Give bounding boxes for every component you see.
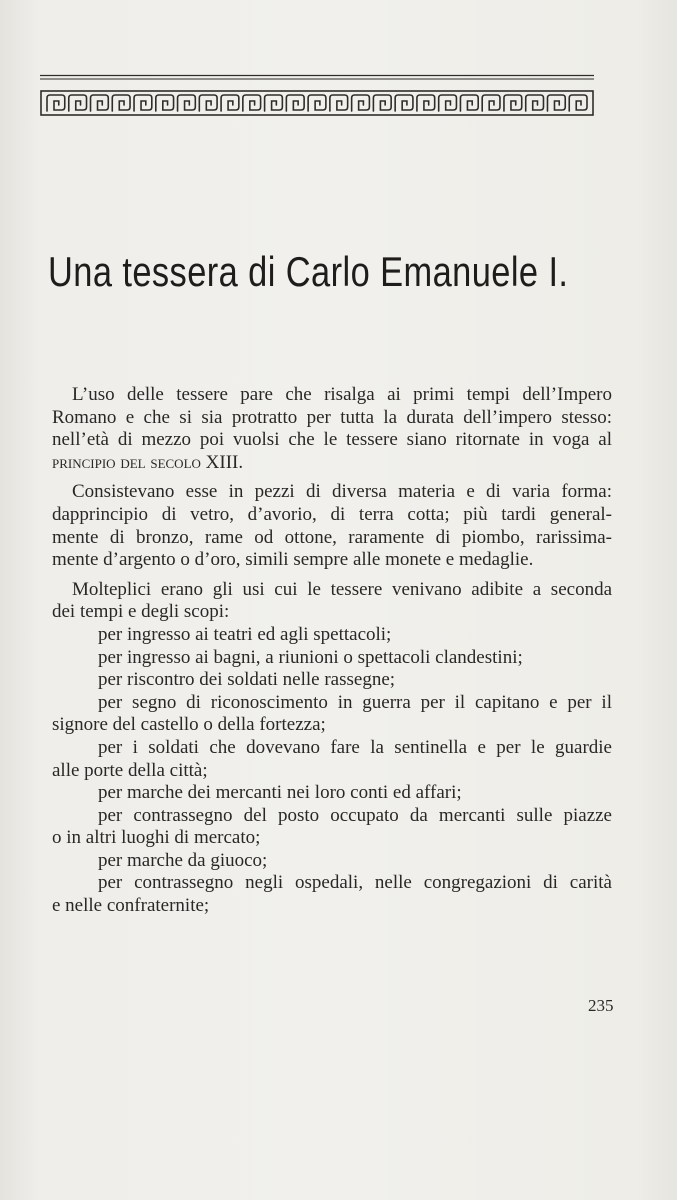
paragraph-line: Consistevano esse in pezzi di diversa materia e di varia forma: <box>72 481 612 503</box>
greek-key-motif <box>265 95 283 111</box>
greek-key-motif <box>569 95 587 111</box>
paragraph-line: dapprincipio di vetro, d’avorio, di terra cotta; più tardi general- <box>52 503 612 525</box>
greek-key-motif <box>417 95 435 111</box>
list-item: per segno di riconoscimento in guerra per il capitano e per il <box>98 691 612 713</box>
paragraph-line: Molteplici erano gli usi cui le tessere venivano adibite a seconda <box>72 578 612 600</box>
article-body <box>52 384 612 918</box>
paragraph-line: mente di bronzo, rame od ottone, raramente di piombo, rarissima- <box>52 526 612 548</box>
list-item: per contrassegno negli ospedali, nelle congregazioni di carità <box>98 872 612 894</box>
list-item-continuation: e nelle confraternite; <box>52 895 210 917</box>
greek-key-motif <box>47 95 65 111</box>
list-item: per riscontro dei soldati nelle rassegne; <box>98 669 396 691</box>
paragraph-line: principio del secolo XIII. <box>52 451 244 473</box>
greek-key-motif <box>460 95 478 111</box>
greek-key-motif <box>112 95 130 111</box>
list-item: per marche da giuoco; <box>98 849 268 871</box>
paragraph-line: mente d’argento o d’oro, simili sempre alle monete e medaglie. <box>52 549 534 571</box>
greek-key-motif <box>91 95 109 111</box>
greek-key-motif <box>286 95 304 111</box>
greek-key-motif <box>352 95 370 111</box>
paragraph-line: nell’età di mezzo poi vuolsi che le tessere siano ritornate in voga al <box>52 429 612 451</box>
article-title: Una tessera di Carlo Emanuele I. <box>48 248 569 295</box>
greek-key-motif <box>482 95 500 111</box>
paragraph-line: Romano e che si sia protratto per tutta la durata dell’impero stesso: <box>52 406 612 428</box>
page-number: 235 <box>588 996 614 1015</box>
list-item: per ingresso ai bagni, a riunioni o spettacoli clandestini; <box>98 646 523 668</box>
greek-key-motif <box>526 95 544 111</box>
list-item: per marche dei mercanti nei loro conti ed affari; <box>98 782 462 804</box>
list-item: per i soldati che dovevano fare la sentinella e per le guardie <box>98 736 612 758</box>
paragraph-line: L’uso delle tessere pare che risalga ai primi tempi dell’Impero <box>72 384 612 405</box>
list-item: per ingresso ai teatri ed agli spettacoli; <box>98 623 392 645</box>
list-item: per contrassegno del posto occupato da mercanti sulle piazze <box>98 804 612 826</box>
greek-key-motif <box>178 95 196 111</box>
list-item-continuation: alle porte della città; <box>52 759 208 781</box>
greek-key-border-ornament <box>40 74 594 118</box>
greek-key-motif <box>69 95 87 111</box>
greek-key-motif <box>308 95 326 111</box>
greek-key-motif <box>330 95 348 111</box>
greek-key-motif <box>156 95 174 111</box>
greek-key-motif <box>373 95 391 111</box>
paragraph-line: dei tempi e degli scopi: <box>52 601 230 623</box>
greek-key-motif <box>504 95 522 111</box>
greek-key-motif <box>134 95 152 111</box>
greek-key-motif <box>221 95 239 111</box>
greek-key-motif <box>547 95 565 111</box>
greek-key-motif <box>243 95 261 111</box>
greek-key-motif <box>439 95 457 111</box>
greek-key-motif <box>395 95 413 111</box>
list-item-continuation: o in altri luoghi di mercato; <box>52 827 261 849</box>
greek-key-motif <box>199 95 217 111</box>
list-item-continuation: signore del castello o della fortezza; <box>52 714 326 736</box>
